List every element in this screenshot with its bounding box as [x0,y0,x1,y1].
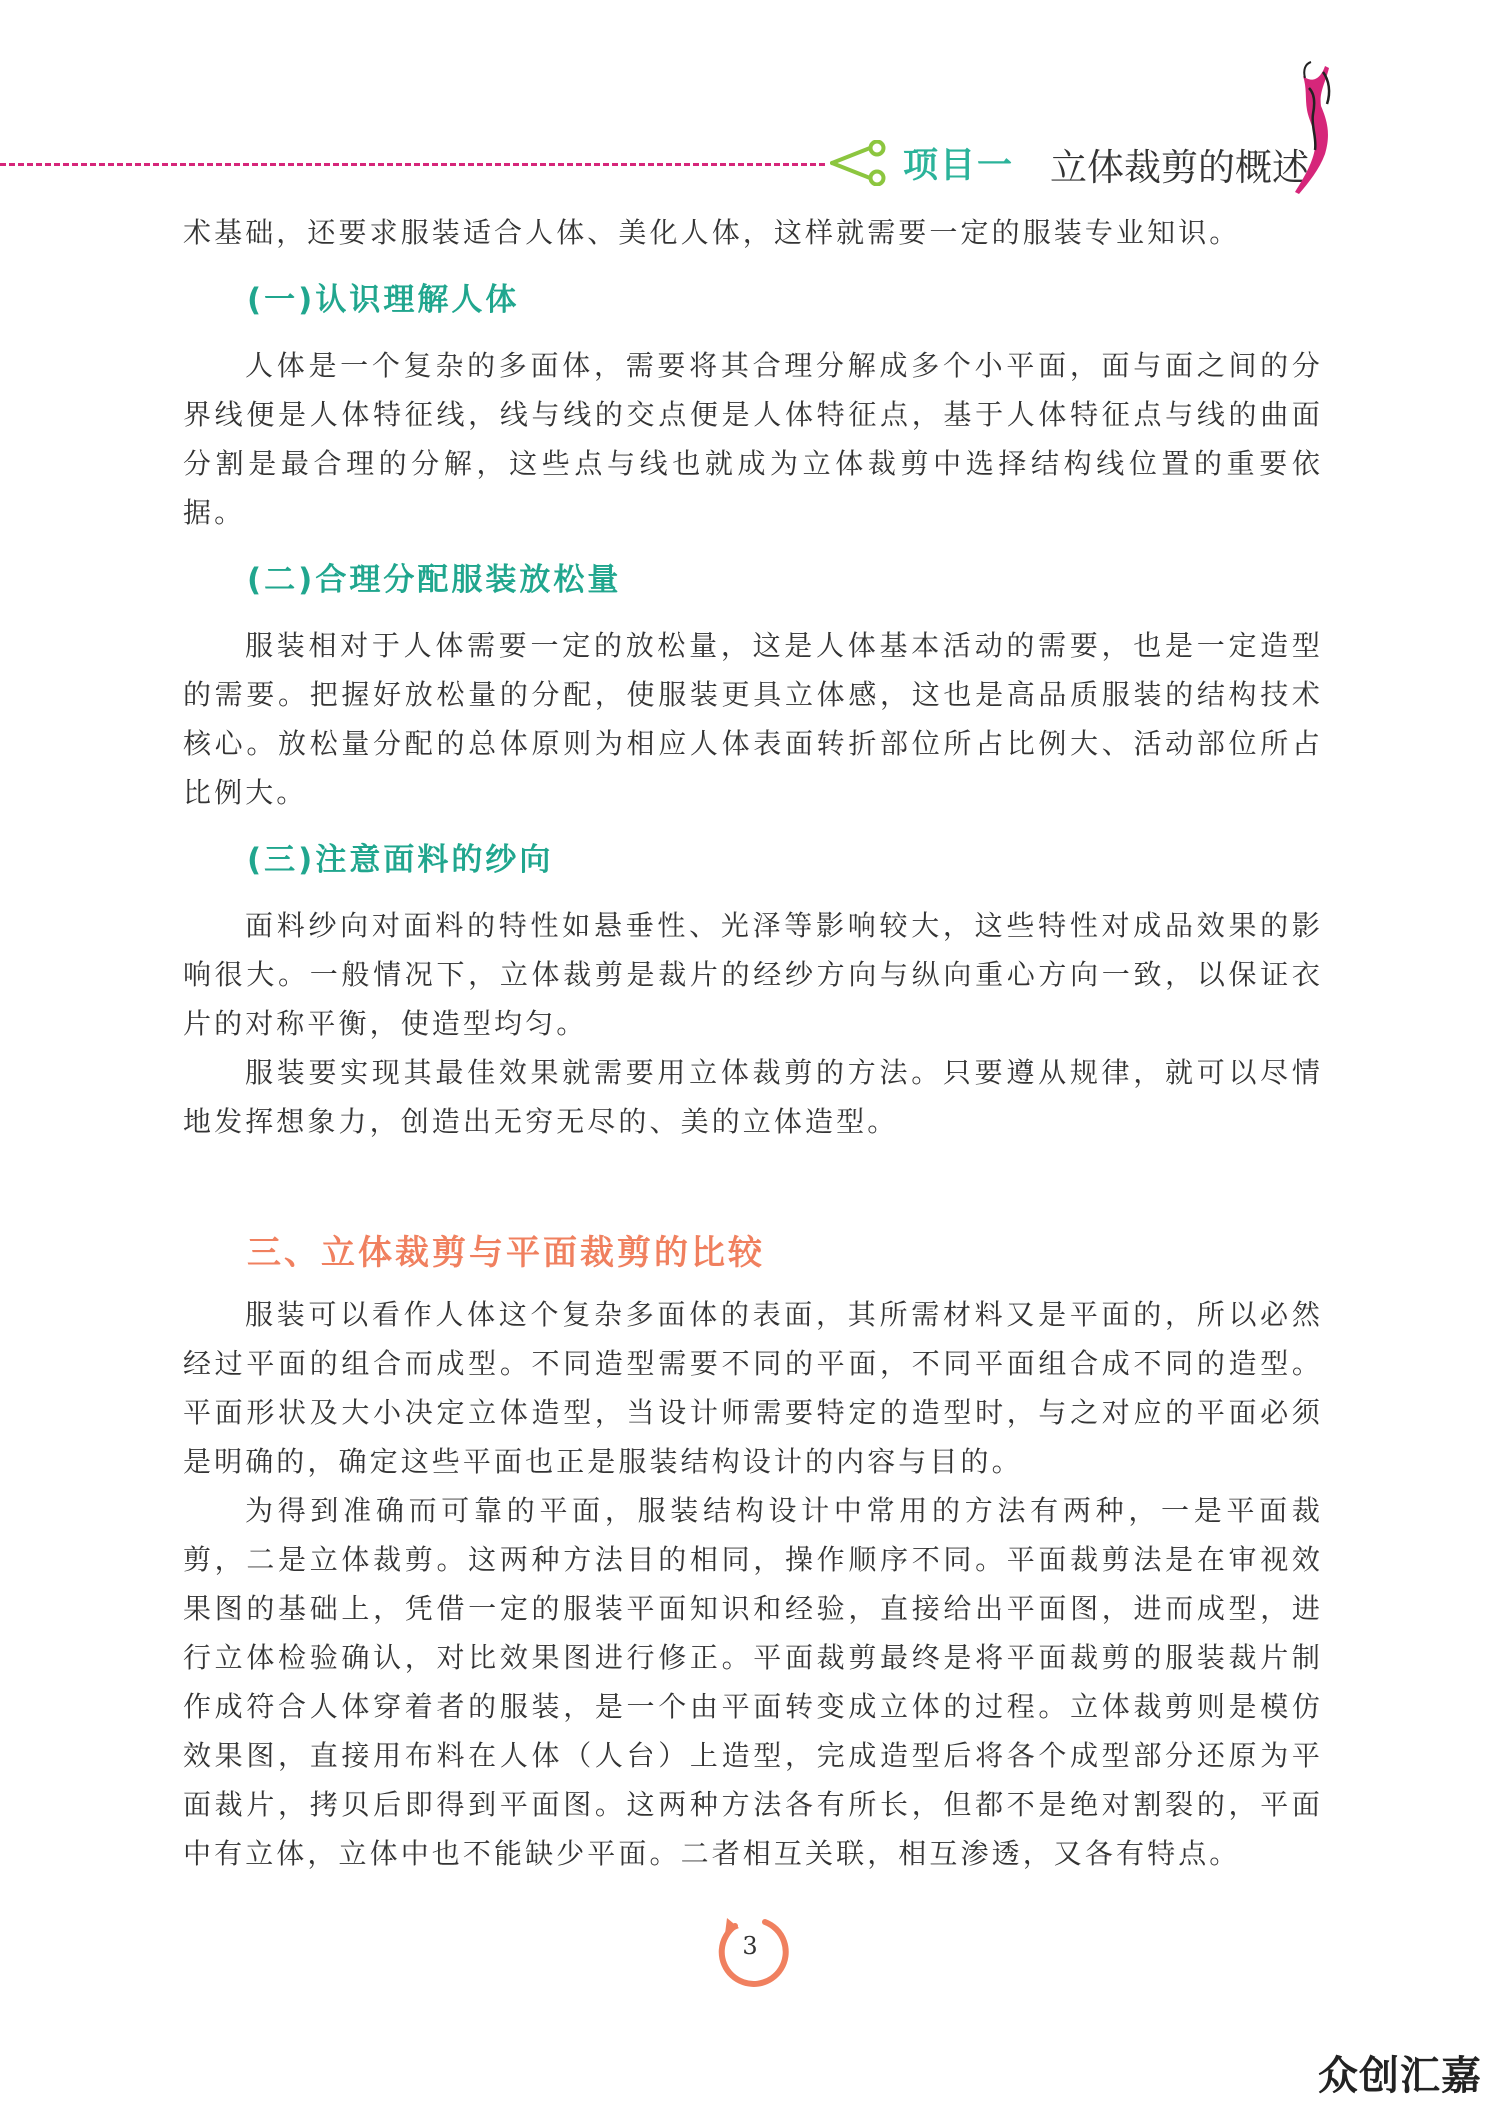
page-body [183,208,1323,1878]
chapter-title: 立体裁剪的概述 [1050,146,1309,189]
subheading-ease-allocation: (二)合理分配服装放松量 [247,562,622,598]
paragraph-body-structure: 人体是一个复杂的多面体，需要将其合理分解成多个小平面，面与面之间的分界线便是人体特征线，线与线的交点便是人体特征点，基于人体特征点与线的曲面分割是最合理的分解，这些点与线也就成为立体裁剪中选择结构线位置的重要依据。 [183,349,1323,529]
watermark: 众创汇嘉 [1318,2053,1482,2099]
paragraph-continuation: 术基础，还要求服装适合人体、美化人体，这样就需要一定的服装专业知识。 [183,216,1241,249]
section-heading-comparison: 三、立体裁剪与平面裁剪的比较 [247,1233,765,1273]
paragraph-grain: 面料纱向对面料的特性如悬垂性、光泽等影响较大，这些特性对成品效果的影响很大。一般情况下，立体裁剪是裁片的经纱方向与纵向重心方向一致，以保证衣片的对称平衡，使造型均匀。 [183,909,1323,1040]
paragraph-ease: 服装相对于人体需要一定的放松量，这是人体基本活动的需要，也是一定造型的需要。把握好放松量的分配，使服装更具立体感，这也是高品质服装的结构技术核心。放松量分配的总体原则为相应人体表面转折部位所占比例大、活动部位所占比例大。 [183,629,1323,809]
header-dashed-line [0,163,825,166]
paragraph-surface: 服装可以看作人体这个复杂多面体的表面，其所需材料又是平面的，所以必然经过平面的组合而成型。不同造型需要不同的平面，不同平面组合成不同的造型。平面形状及大小决定立体造型，当设计师需要特定的造型时，与之对应的平面必须是明确的，确定这些平面也正是服装结构设计的内容与目的。 [183,1298,1323,1478]
page-number: 3 [742,1932,758,1960]
subheading-grain-direction: (三)注意面料的纱向 [247,842,554,878]
paragraph-two-methods: 为得到准确而可靠的平面，服装结构设计中常用的方法有两种，一是平面裁剪，二是立体裁剪。这两种方法目的相同，操作顺序不同。平面裁剪法是在审视效果图的基础上，凭借一定的服装平面知识和经验，直接给出平面图，进而成型，进行立体检验确认，对比效果图进行修正。平面裁剪最终是将平面裁剪的服装裁片制作成符合人体穿着者的服装，是一个由平面转变成立体的过程。立体裁剪则是模仿效果图，直接用布料在人体（人台）上造型，完成造型后将各个成型部分还原为平面裁片，拷贝后即得到平面图。这两种方法各有所长，但都不是绝对割裂的，平面中有立体，立体中也不能缺少平面。二者相互关联，相互渗透，又各有特点。 [183,1494,1323,1870]
paragraph-draping-effect: 服装要实现其最佳效果就需要用立体裁剪的方法。只要遵从规律，就可以尽情地发挥想象力，创造出无穷无尽的、美的立体造型。 [183,1056,1323,1138]
project-label: 项目一 [903,146,1015,186]
page-number-badge [713,1912,793,1992]
dress-form-logo [1285,58,1345,198]
subheading-understand-body: (一)认识理解人体 [247,282,520,318]
scissors-icon [830,140,890,186]
